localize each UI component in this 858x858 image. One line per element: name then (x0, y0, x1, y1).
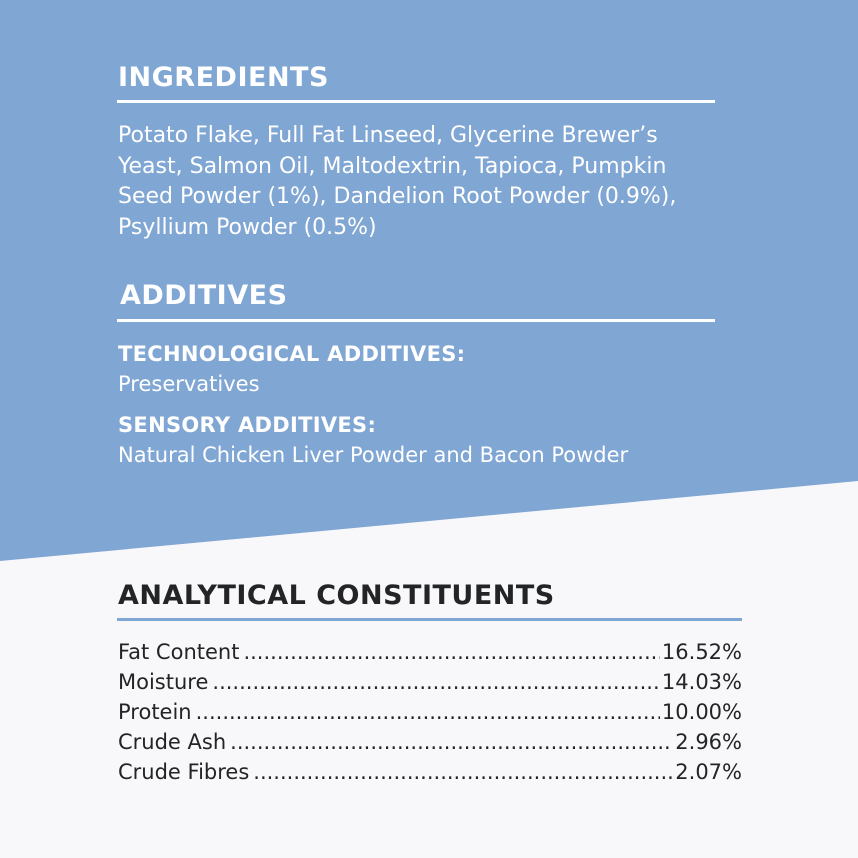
constituent-value: 2.07% (675, 760, 742, 784)
analytical-heading: ANALYTICAL CONSTITUENTS (118, 580, 555, 611)
constituent-name: Crude Ash (118, 730, 227, 754)
constituent-row-moisture (118, 670, 742, 700)
constituent-value: 16.52% (661, 640, 742, 664)
analytical-section (118, 576, 758, 616)
constituent-value: 2.96% (675, 730, 742, 754)
ingredients-line: Potato Flake, Full Fat Linseed, Glycerine Brewer’s (118, 123, 658, 148)
additive-group-label: TECHNOLOGICAL ADDITIVES: (118, 342, 466, 366)
constituent-name: Crude Fibres (118, 760, 250, 784)
leader-dots (196, 700, 660, 724)
additives-group-sensory (118, 411, 738, 469)
constituent-row-crude-fibres (118, 760, 742, 790)
ingredients-heading: INGREDIENTS (118, 62, 329, 93)
ingredients-section (118, 58, 718, 98)
ingredients-line: Yeast, Salmon Oil, Maltodextrin, Tapioca, Pumpkin (118, 153, 667, 179)
leader-dots (230, 730, 673, 754)
constituent-row-crude-ash (118, 730, 742, 760)
additives-group-technological (118, 340, 738, 398)
constituent-row-fat-content (118, 640, 742, 670)
constituent-value: 14.03% (661, 670, 742, 694)
ingredients-text (118, 121, 728, 243)
ingredients-line: Psyllium Powder (0.5%) (118, 214, 377, 240)
additives-heading: ADDITIVES (120, 280, 288, 311)
additive-group-value: Preservatives (118, 372, 260, 396)
additive-group-label: SENSORY ADDITIVES: (118, 413, 377, 437)
constituent-value: 10.00% (661, 700, 742, 724)
ingredients-rule (117, 100, 715, 103)
additives-section (120, 276, 720, 316)
constituent-name: Moisture (118, 670, 209, 694)
leader-dots (212, 670, 660, 694)
constituent-row-protein (118, 700, 742, 730)
constituent-name: Fat Content (118, 640, 240, 664)
additives-rule (117, 319, 715, 322)
leader-dots (243, 640, 659, 664)
leader-dots (253, 760, 673, 784)
ingredients-line: Seed Powder (1%), Dandelion Root Powder (0.9%), (118, 184, 677, 209)
analytical-rule (117, 618, 742, 621)
constituent-name: Protein (118, 700, 192, 724)
additive-group-value: Natural Chicken Liver Powder and Bacon Powder (118, 443, 629, 467)
